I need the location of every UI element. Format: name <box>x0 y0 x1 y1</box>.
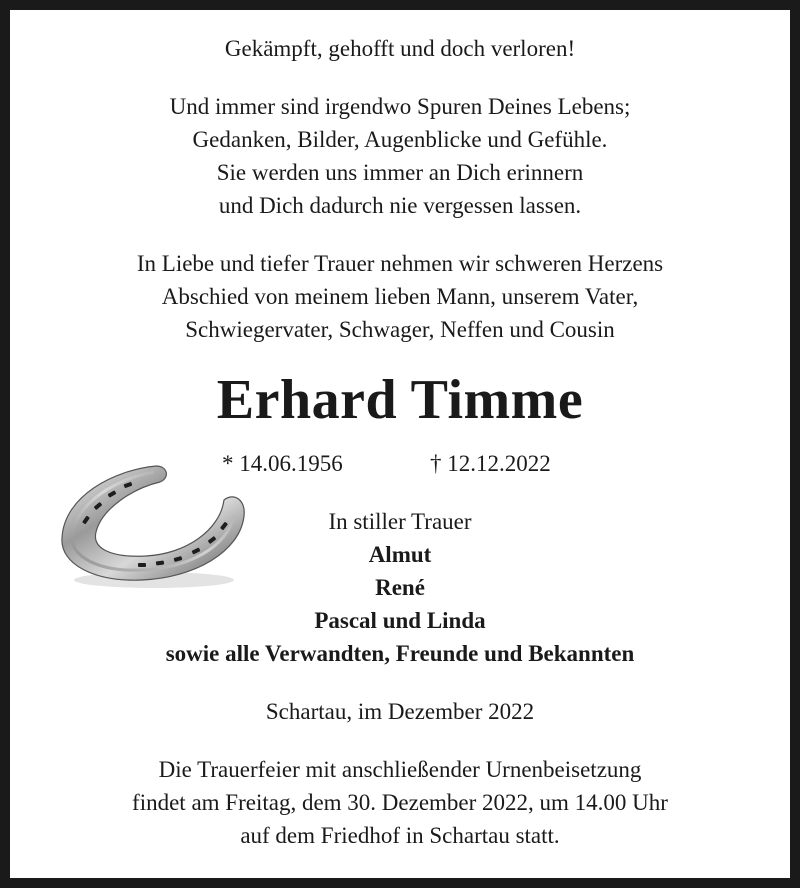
intro-line: Abschied von meinem lieben Mann, unserem Vater, <box>161 284 639 309</box>
birth-date: * 14.06.1956 <box>222 451 343 476</box>
funeral-line: findet am Freitag, dem 30. Dezember 2022, um 14.00 Uhr <box>132 790 668 815</box>
mourners-heading: In stiller Trauer <box>328 509 472 534</box>
death-date: † 12.12.2022 <box>430 451 551 476</box>
poem-line: und Dich dadurch nie vergessen lassen. <box>218 193 582 218</box>
funeral-line: auf dem Friedhof in Schartau statt. <box>240 823 560 848</box>
mourner-name: Pascal und Linda <box>314 608 486 633</box>
mourners-others: sowie alle Verwandten, Freunde und Bekannten <box>165 641 635 666</box>
poem-line: Gedanken, Bilder, Augenblicke und Gefühle. <box>192 127 608 152</box>
funeral-line: Die Trauerfeier mit anschließender Urnenbeisetzung <box>158 757 642 782</box>
mourner-name: Almut <box>368 542 432 567</box>
intro-line: In Liebe und tiefer Trauer nehmen wir schweren Herzens <box>136 251 664 276</box>
poem-line: Sie werden uns immer an Dich erinnern <box>216 160 584 185</box>
deceased-name: Erhard Timme <box>216 369 584 431</box>
obituary-notice <box>10 10 790 878</box>
place-date: Schartau, im Dezember 2022 <box>265 699 535 724</box>
poem-line: Und immer sind irgendwo Spuren Deines Lebens; <box>169 94 631 119</box>
mourner-name: René <box>375 575 425 600</box>
poem-first-line: Gekämpft, gehofft und doch verloren! <box>224 36 576 61</box>
intro-line: Schwiegervater, Schwager, Neffen und Cousin <box>185 317 615 342</box>
